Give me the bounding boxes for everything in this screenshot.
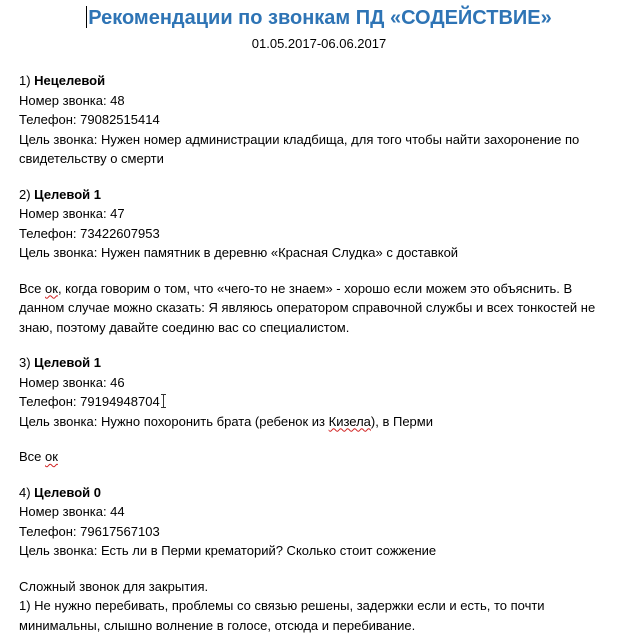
closing-intro: Сложный звонок для закрытия. xyxy=(19,577,619,597)
comment-text: Все xyxy=(19,449,45,464)
comment-text: , когда говорим о том, что «чего-то не знаем» - хорошо если можем это объяснить. В данном случае можно сказать: Я являюсь оператором справочной службы и всех тонкостей не знаю, поэтому давайте соединю вас со специалистом. xyxy=(19,281,595,335)
call-header xyxy=(19,353,619,373)
call-header xyxy=(19,483,619,503)
document-page xyxy=(19,6,619,635)
call-phone: Телефон: 73422607953 xyxy=(19,224,619,244)
call-number: Номер звонка: 48 xyxy=(19,91,619,111)
spell-error-word[interactable]: ок xyxy=(45,449,58,464)
call-type: Целевой 0 xyxy=(34,485,101,500)
title-text: Рекомендации по звонкам ПД «СОДЕЙСТВИЕ» xyxy=(88,7,551,29)
call-type: Нецелевой xyxy=(34,73,105,88)
document-title[interactable] xyxy=(19,6,619,30)
call-block-1 xyxy=(19,71,619,169)
call-goal: Цель звонка: Нужен номер администрации кладбища, для того чтобы найти захоронение по свидетельству о смерти xyxy=(19,130,604,169)
goal-text: ), в Перми xyxy=(371,414,433,429)
closing-point-1: 1) Не нужно перебивать, проблемы со связью решены, задержки если и есть, то почти минимальны, слышно волнение в голосе, отсюда и перебивание. xyxy=(19,596,594,635)
phone-text: Телефон: 79194948704 xyxy=(19,394,160,409)
call-index: 2) xyxy=(19,187,34,202)
goal-text: Цель звонка: Нужно похоронить брата (ребенок из xyxy=(19,414,329,429)
call-goal: Цель звонка: Нужен памятник в деревню «Красная Слудка» с доставкой xyxy=(19,243,619,263)
call-number: Номер звонка: 44 xyxy=(19,502,619,522)
call-index: 3) xyxy=(19,355,34,370)
call-type: Целевой 1 xyxy=(34,187,101,202)
comment-text: Все xyxy=(19,281,45,296)
spell-error-word[interactable]: Кизела xyxy=(329,414,371,429)
call-goal xyxy=(19,412,619,432)
closing-block xyxy=(19,577,619,635)
call-comment-3 xyxy=(19,447,619,467)
call-block-3 xyxy=(19,353,619,431)
call-type: Целевой 1 xyxy=(34,355,101,370)
date-range: 01.05.2017-06.06.2017 xyxy=(19,35,619,53)
call-comment-2 xyxy=(19,279,617,338)
call-block-4 xyxy=(19,483,619,561)
call-phone xyxy=(19,392,619,412)
call-number: Номер звонка: 47 xyxy=(19,204,619,224)
call-goal: Цель звонка: Есть ли в Перми крематорий? Сколько стоит сожжение xyxy=(19,541,619,561)
call-index: 4) xyxy=(19,485,34,500)
call-header xyxy=(19,185,619,205)
text-cursor-icon xyxy=(161,394,167,408)
call-index: 1) xyxy=(19,73,34,88)
spell-error-word[interactable]: ок xyxy=(45,281,58,296)
call-block-2 xyxy=(19,185,619,263)
call-header xyxy=(19,71,619,91)
call-phone: Телефон: 79617567103 xyxy=(19,522,619,542)
call-number: Номер звонка: 46 xyxy=(19,373,619,393)
call-phone: Телефон: 79082515414 xyxy=(19,110,619,130)
